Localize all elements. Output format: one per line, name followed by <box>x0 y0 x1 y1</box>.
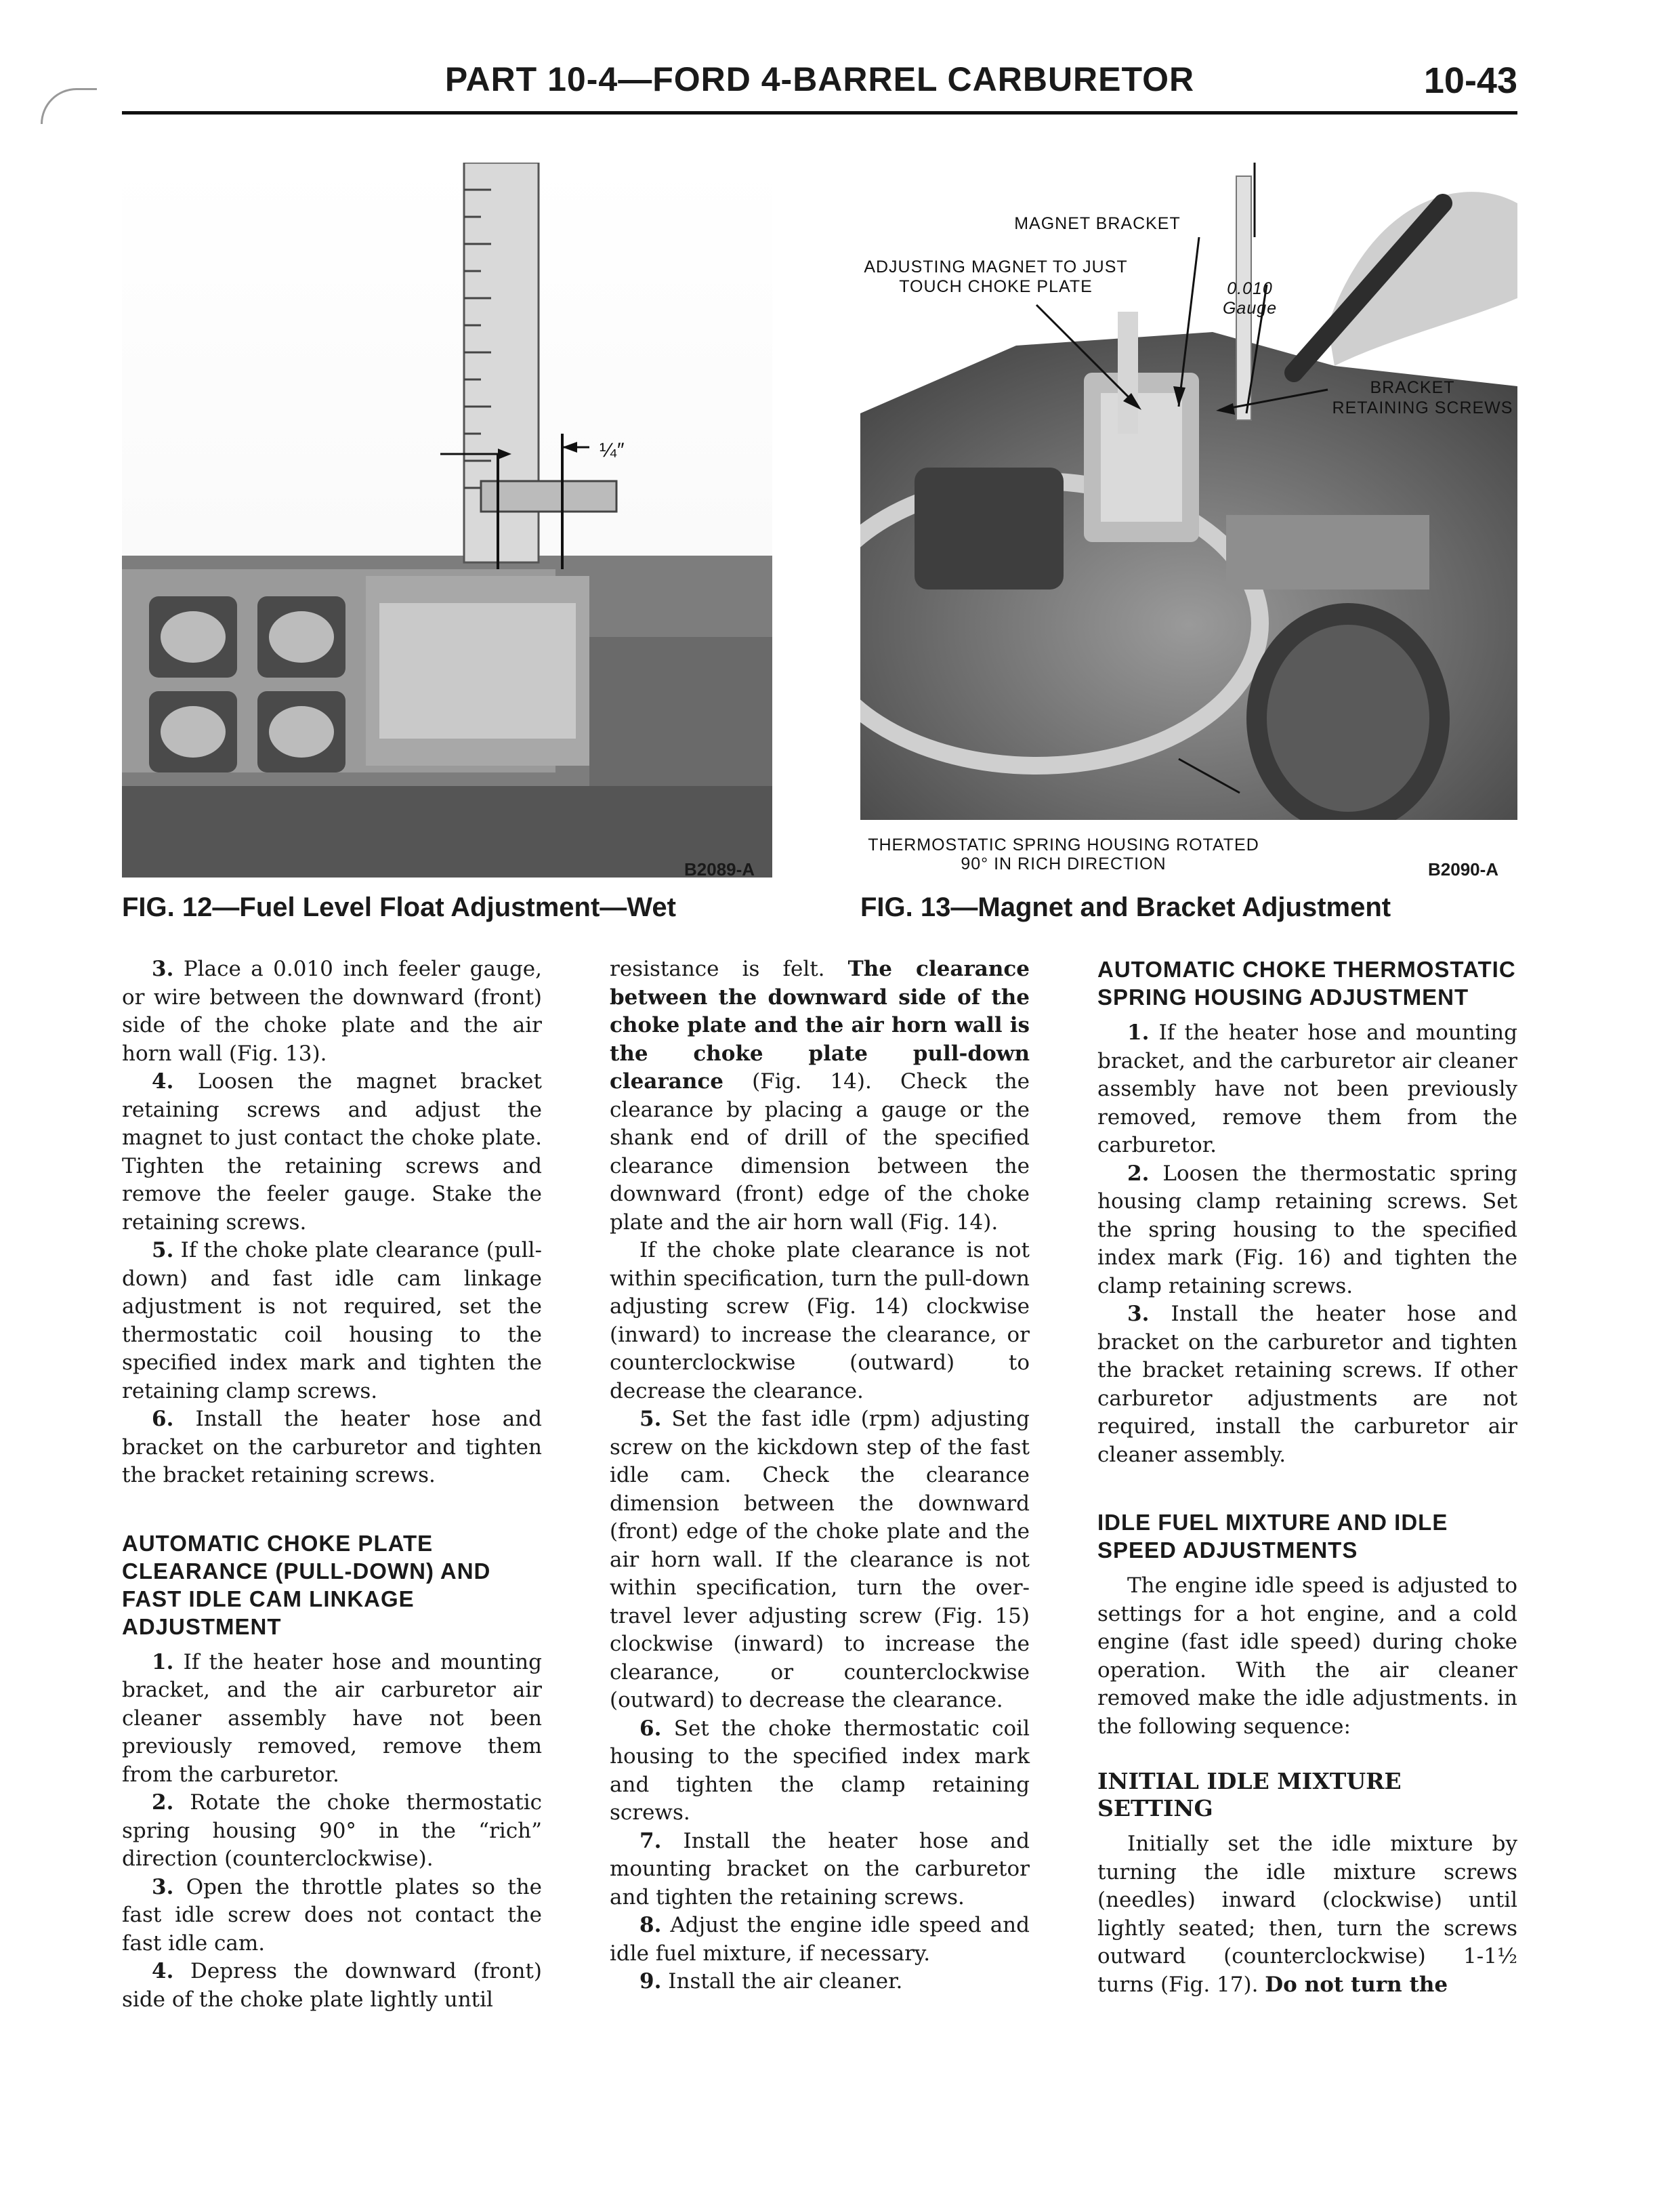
section-heading-idle-adjustments: IDLE FUEL MIXTURE AND IDLE SPEED ADJUSTMENTS <box>1097 1510 1448 1563</box>
fig13-label-adjusting-magnet: ADJUSTING MAGNET TO JUST TOUCH CHOKE PLATE <box>864 257 1128 296</box>
step-paragraph: 3. Place a 0.010 inch feeler gauge, or wire between the downward (front) side of the choke plate and the air horn wall (Fig. 13). <box>122 957 543 1066</box>
paragraph: If the choke plate clearance is not within specification, turn the pull-down adjusting screw (Fig. 14) clockwise (inward) to increase the clearance, or counterclockwise (outward) to decrease the clearance. <box>610 1238 1030 1403</box>
section-heading-choke-plate-clearance: AUTOMATIC CHOKE PLATE CLEARANCE (PULL-DOWN) AND FAST IDLE CAM LINKAGE ADJUSTMENT <box>122 1530 491 1639</box>
fig13-label-thermostatic: THERMOSTATIC SPRING HOUSING ROTATED <box>868 835 1259 854</box>
step-paragraph: 6. Set the choke thermostatic coil housing to the specified index mark and tighten the clamp retaining screws. <box>610 1716 1030 1825</box>
step-paragraph: 9. Install the air cleaner. <box>639 1969 903 1994</box>
section-heading-spring-housing: AUTOMATIC CHOKE THERMOSTATIC SPRING HOUSING ADJUSTMENT <box>1097 957 1516 1010</box>
fig13-label-gauge-word: Gauge <box>1222 299 1278 318</box>
fig13-label-gauge-value: 0.010 <box>1227 279 1273 298</box>
step-paragraph: 6. Install the heater hose and bracket on the carburetor and tighten the bracket retaining screws. <box>122 1407 542 1487</box>
step-paragraph: 3. Open the throttle plates so the fast idle screw does not contact the fast idle cam. <box>122 1874 543 1956</box>
page-number: 10-43 <box>1423 60 1517 101</box>
text-column-1 <box>122 955 542 2014</box>
step-paragraph: 7. Install the heater hose and mounting bracket on the carburetor and tighten the retaining screws. <box>610 1828 1030 1910</box>
step-paragraph: 4. Loosen the magnet bracket retaining screws and adjust the magnet to just contact the choke plate. Tighten the retaining screws and remove the feeler gauge. Stake the retaining screws. <box>122 1069 542 1235</box>
fig13-label-magnet-bracket: MAGNET BRACKET <box>1014 214 1181 233</box>
paragraph: The engine idle speed is adjusted to settings for a hot engine, and a cold engine (fast idle speed) during choke operation. With the air cleaner removed make the idle adjustments. in the following sequence: <box>1097 1573 1517 1739</box>
continued-paragraph: resistance is felt. The clearance between the downward side of the choke plate and the air horn wall is the choke plate pull-down clearance (Fig. 14). Check the clearance by placing a gauge or the shank end of drill of the specified clearance dimension between the downward (front) edge of the choke plate and the air horn wall (Fig. 14). <box>610 957 1030 1235</box>
step-paragraph: 4. Depress the downward (front) side of the choke plate lightly until <box>122 1959 542 2012</box>
fig13-caption: FIG. 13—Magnet and Bracket Adjustment <box>860 892 1391 922</box>
fig12-photo-code: B2089-A <box>684 859 755 880</box>
fig12-caption: FIG. 12—Fuel Level Float Adjustment—Wet <box>122 892 676 922</box>
header-rule <box>122 111 1517 115</box>
fig12-quarter-inch-label: ¼″ <box>600 439 625 461</box>
page-header <box>122 60 1517 114</box>
step-paragraph: 1. If the heater hose and mounting bracket, and the air carburetor air cleaner assembly have not been previously removed, remove them from the carburetor. <box>122 1649 542 1787</box>
step-paragraph: 2. Loosen the thermostatic spring housing clamp retaining screws. Set the spring housing to the specified index mark (Fig. 16) and tighten the clamp retaining screws. <box>1097 1161 1517 1298</box>
page-corner-mark <box>41 88 97 124</box>
fig13-photo-code: B2090-A <box>1428 859 1499 880</box>
text-column-3 <box>1097 955 1517 1999</box>
fig12-photo <box>122 163 772 878</box>
running-title: PART 10-4—FORD 4-BARREL CARBURETOR <box>444 60 1195 98</box>
fig13-label-rich-direction: 90° IN RICH DIRECTION <box>961 854 1167 873</box>
subsection-heading-initial-idle-mixture: INITIAL IDLE MIXTURE SETTING <box>1097 1768 1402 1821</box>
paragraph: Initially set the idle mixture by turning the idle mixture screws (needles) inward (clockwise) until lightly seated; then, turn the screws outward (counterclockwise) 1-1½ turns (Fig. 17). Do not turn the <box>1097 1832 1517 1997</box>
step-paragraph: 5. Set the fast idle (rpm) adjusting screw on the kickdown step of the fast idle cam. Check the clearance dimension between the downward (front) edge of the choke plate and the air horn wall. If the clearance is not within specification, turn the over-travel lever adjusting screw (Fig. 15) clockwise (inward) to increase the clearance, or counterclockwise (outward) to decrease the clearance. <box>610 1407 1030 1712</box>
step-paragraph: 3. Install the heater hose and bracket on the carburetor and tighten the bracket retaining screws. If other carburetor adjustments are not required, install the carburetor air cleaner assembly. <box>1097 1302 1517 1467</box>
text-column-2 <box>610 955 1030 1996</box>
step-paragraph: 1. If the heater hose and mounting bracket, and the carburetor air cleaner assembly have not been previously removed, remove them from the carburetor. <box>1097 1020 1517 1157</box>
step-paragraph: 2. Rotate the choke thermostatic spring housing 90° in the “rich” direction (counterclockwise). <box>122 1790 542 1871</box>
fig13-label-bracket: BRACKET <box>1370 378 1455 397</box>
fig13-label-retaining-screws: RETAINING SCREWS <box>1332 398 1513 417</box>
step-paragraph: 8. Adjust the engine idle speed and idle fuel mixture, if necessary. <box>610 1913 1030 1966</box>
step-paragraph: 5. If the choke plate clearance (pull-down) and fast idle cam linkage adjustment is not required, set the thermostatic coil housing to the specified index mark and tighten the retaining clamp screws. <box>122 1238 542 1403</box>
